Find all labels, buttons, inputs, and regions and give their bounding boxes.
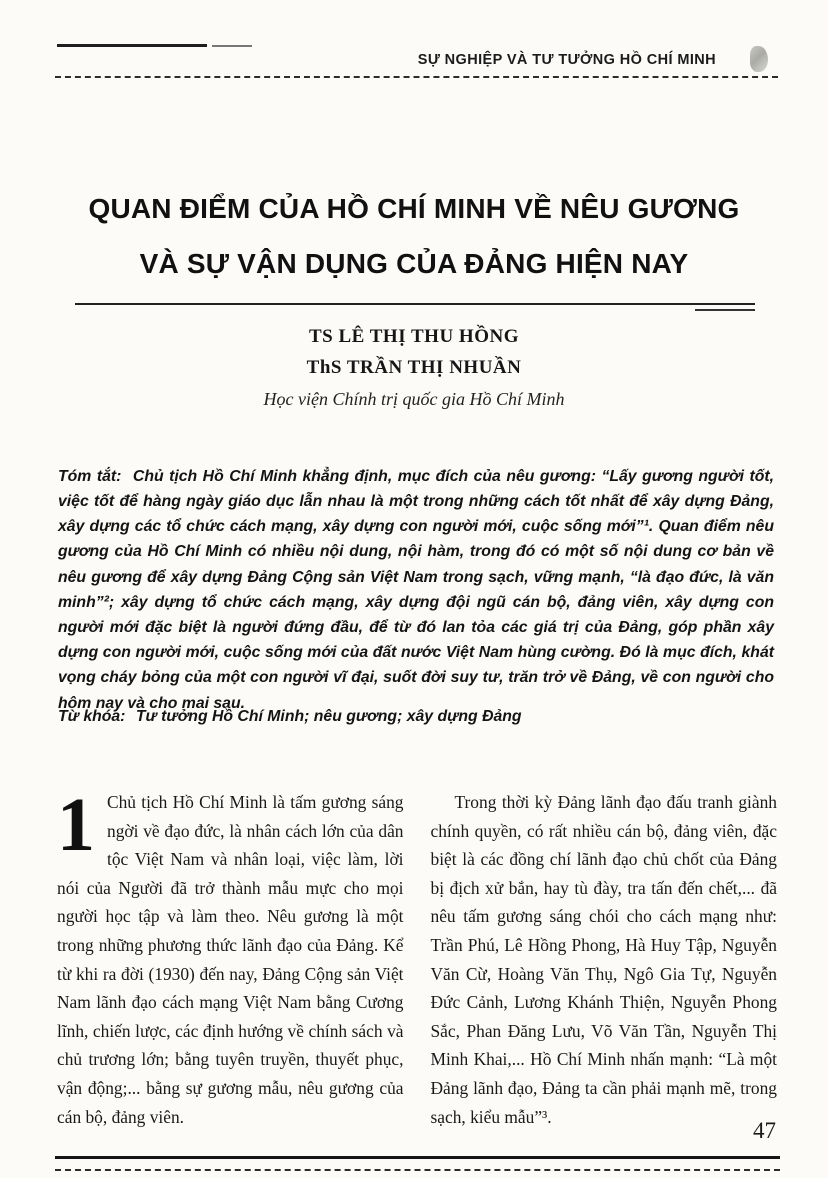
title-underline-tail bbox=[695, 309, 755, 311]
keywords-text: Tư tưởng Hồ Chí Minh; nêu gương; xây dựng Đảng bbox=[135, 707, 522, 725]
body-column-right bbox=[431, 788, 778, 1131]
abstract-label: Tóm tắt: bbox=[58, 467, 122, 485]
left-column-text: Chủ tịch Hồ Chí Minh là tấm gương sáng ngời về đạo đức, là nhân cách lớn của dân tộc Việt Nam và nhân loại, việc làm, lời nói của Người đã trở thành mẫu mực cho mọi người học tập và làm theo. Nêu gương là một trong những phương thức lãnh đạo của Đảng. Kể từ khi ra đời (1930) đến nay, Đảng Cộng sản Việt Nam lãnh đạo cách mạng Việt Nam bằng Cương lĩnh, chiến lược, các định hướng về chính sách và chủ trương lớn; bằng tuyên truyền, thuyết phục, vận động;... bằng sự gương mẫu, nêu gương của cán bộ, đảng viên. bbox=[57, 792, 404, 1127]
author-affiliation: Học viện Chính trị quốc gia Hồ Chí Minh bbox=[263, 389, 565, 409]
article-title bbox=[0, 188, 828, 285]
author-1: TS LÊ THỊ THU HỒNG bbox=[309, 326, 519, 347]
abstract-text: Chủ tịch Hồ Chí Minh khẳng định, mục đích của nêu gương: “Lấy gương người tốt, việc tốt để hàng ngày giáo dục lẫn nhau là một trong những cách tốt nhất để xây dựng Đảng, xây dựng các tổ chức cách mạng, xây dựng con người mới, cuộc sống mới”¹. Quan điểm nêu gương của Hồ Chí Minh có nhiều nội dung, nội hàm, trong đó có một số nội dung cơ bản về nêu gương để xây dựng Đảng Cộng sản Việt Nam trong sạch, vững mạnh, “là đạo đức, là văn minh”²; xây dựng tổ chức cách mạng, xây dựng đội ngũ cán bộ, đảng viên, xây dựng con người mới đặc biệt là người đứng đầu, để từ đó lan tỏa các giá trị của Đảng, góp phần xây dựng con người mới, cuộc sống mới của đất nước Việt Nam hùng cường. Đó là mục đích, khát vọng cháy bỏng của một con người vĩ đại, suốt đời suy tư, trăn trở về Đảng, về con người cho hôm nay và cho mai sau. bbox=[58, 467, 775, 712]
decorative-stamp-icon bbox=[750, 46, 768, 72]
author-block bbox=[0, 326, 828, 410]
keywords-label: Từ khóa: bbox=[58, 707, 126, 725]
author-2: ThS TRẦN THỊ NHUẦN bbox=[306, 357, 522, 378]
top-rule-solid bbox=[57, 44, 207, 47]
title-underline bbox=[75, 303, 755, 305]
running-head: SỰ NGHIỆP VÀ TƯ TƯỞNG HỒ CHÍ MINH bbox=[417, 52, 716, 68]
article-title-line2: VÀ SỰ VẬN DỤNG CỦA ĐẢNG HIỆN NAY bbox=[139, 248, 689, 279]
bottom-rule-solid bbox=[55, 1156, 780, 1159]
article-title-line1: QUAN ĐIỂM CỦA HỒ CHÍ MINH VỀ NÊU GƯƠNG bbox=[88, 193, 740, 224]
bottom-rule-dashed bbox=[55, 1169, 780, 1171]
drop-cap: 1 bbox=[57, 783, 95, 867]
body-columns bbox=[57, 783, 777, 1131]
body-column-left bbox=[57, 783, 404, 1131]
right-column-text: Trong thời kỳ Đảng lãnh đạo đấu tranh giành chính quyền, có rất nhiều cán bộ, đảng viên, đặc biệt là các đồng chí lãnh đạo chủ chốt của Đảng bị địch xử bắn, hay tù đày, tra tấn đến chết,... đã nêu tấm gương sáng chói cho cách mạng như: Trần Phú, Lê Hồng Phong, Hà Huy Tập, Nguyễn Văn Cừ, Hoàng Văn Thụ, Ngô Gia Tự, Nguyễn Đức Cảnh, Lương Khánh Thiện, Nguyễn Phong Sắc, Phan Đăng Lưu, Võ Văn Tần, Nguyễn Thị Minh Khai,... Hồ Chí Minh nhấn mạnh: “Là một Đảng lãnh đạo, Đảng ta cần phải mạnh mẽ, trong sạch, kiểu mẫu”³. bbox=[430, 792, 777, 1127]
top-rule-faint bbox=[212, 45, 252, 47]
abstract bbox=[58, 464, 774, 716]
header-dashed-rule bbox=[55, 76, 778, 78]
page-number: 47 bbox=[753, 1118, 776, 1143]
keywords bbox=[58, 708, 774, 726]
